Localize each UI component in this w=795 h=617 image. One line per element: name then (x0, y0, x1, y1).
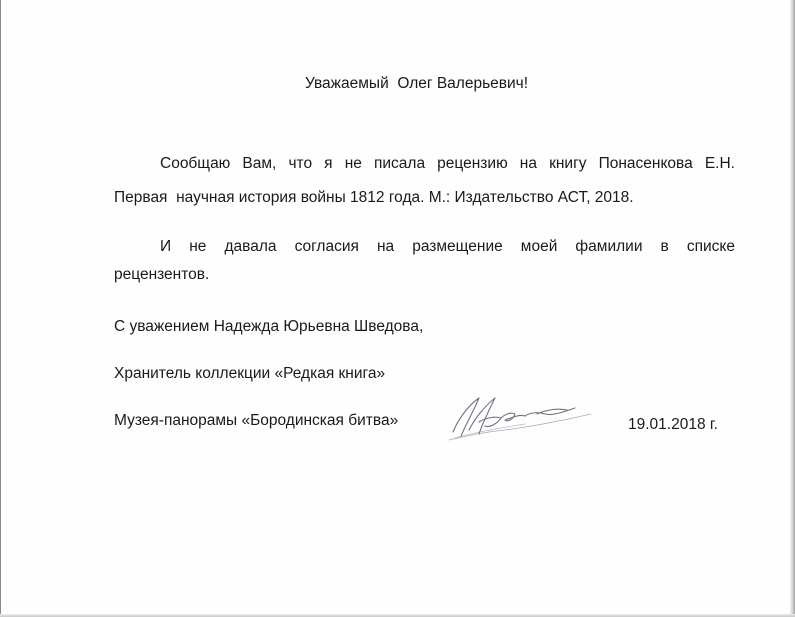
salutation: Уважаемый Олег Валерьевич! (305, 75, 529, 92)
scan-edge-right (790, 0, 795, 617)
position-line1: Хранитель коллекции «Редкая книга» (114, 365, 386, 382)
scan-edge-left (0, 0, 1, 617)
handwritten-signature (445, 392, 595, 444)
paragraph2-line2: рецензентов. (114, 266, 210, 283)
position-line2: Музея-панорамы «Бородинская битва» (114, 412, 399, 429)
paragraph1-line1: Сообщаю Вам, что я не писала рецензию на книгу Понасенкова Е.Н. (160, 155, 735, 172)
paragraph2-line1: И не давала согласия на размещение моей фамилии в списке (160, 238, 735, 255)
closing-line: С уважением Надежда Юрьевна Шведова, (114, 318, 424, 335)
paragraph1-line2: Первая научная история войны 1812 года. М.: Издательство АСТ, 2018. (114, 189, 634, 206)
date: 19.01.2018 г. (628, 416, 718, 433)
